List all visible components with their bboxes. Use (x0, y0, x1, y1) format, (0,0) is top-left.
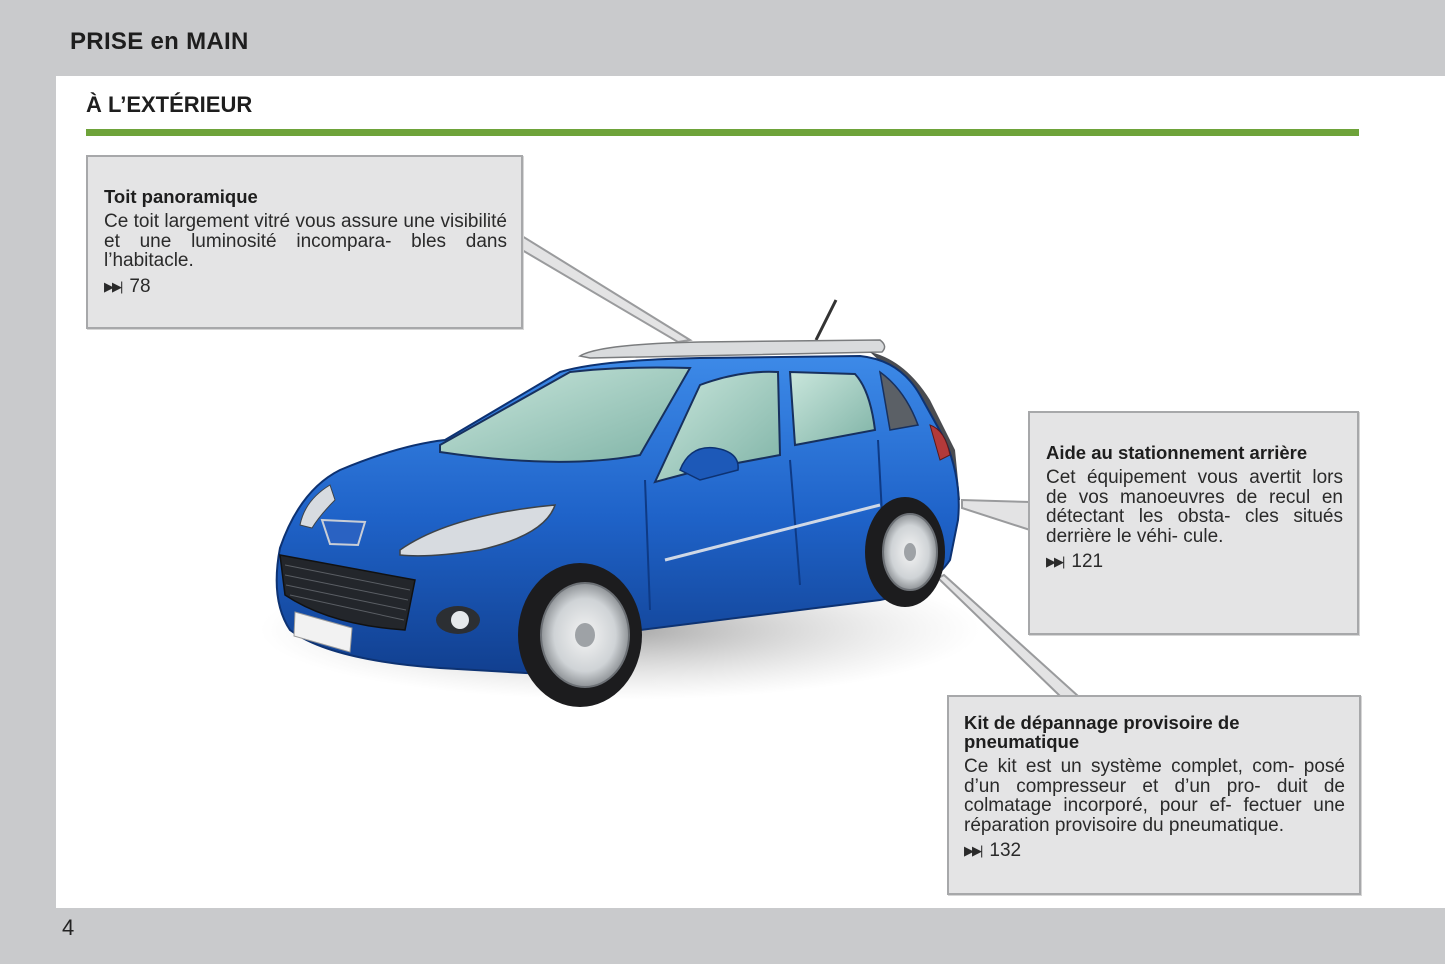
callout-tyre-repair-kit (947, 695, 1361, 895)
page-header-title: PRISE en MAIN (70, 28, 249, 55)
callout-title: Aide au stationnement arrière (1046, 442, 1308, 463)
callout-parking-aid (1028, 411, 1359, 635)
front-wheel (518, 563, 642, 707)
callout-body: Cet équipement vous avertit lors de vos manoeuvres de recul en détectant les obsta- cles situés derrière le véhi- cule. (1046, 467, 1343, 547)
page-ref-icon: ▶▶| (104, 278, 122, 294)
page-ref-icon: ▶▶| (964, 843, 982, 858)
antenna (816, 300, 836, 340)
callout-panoramic-roof (86, 155, 523, 329)
leader-parking (962, 500, 1030, 530)
brand-emblem (322, 520, 365, 545)
page-ref-icon: ▶▶| (1046, 554, 1064, 569)
callout-body: Ce toit largement vitré vous assure une visibilité et une luminosité incompara- bles dans l’habitacle. (104, 211, 507, 271)
leader-roof (522, 236, 690, 342)
section-title: À L’EXTÉRIEUR (86, 92, 253, 117)
page-ref-number: 121 (1071, 551, 1104, 572)
callout-title: Toit panoramique (104, 186, 258, 207)
page-ref-number: 78 (129, 275, 151, 297)
callout-title: Kit de dépannage provisoire de pneumatique (964, 712, 1240, 752)
page-reference[interactable] (104, 277, 507, 297)
callout-body: Ce kit est un système complet, com- posé d’un compresseur et d’un pro- duit de colmatage incorporé, pour ef- fectuer une réparation provisoire du pneumatique. (964, 756, 1345, 836)
rear-wheel (865, 497, 945, 607)
page-reference[interactable] (1046, 552, 1343, 572)
page-number: 4 (62, 915, 75, 940)
page-ref-number: 132 (989, 840, 1022, 861)
page-reference[interactable] (964, 841, 1345, 861)
